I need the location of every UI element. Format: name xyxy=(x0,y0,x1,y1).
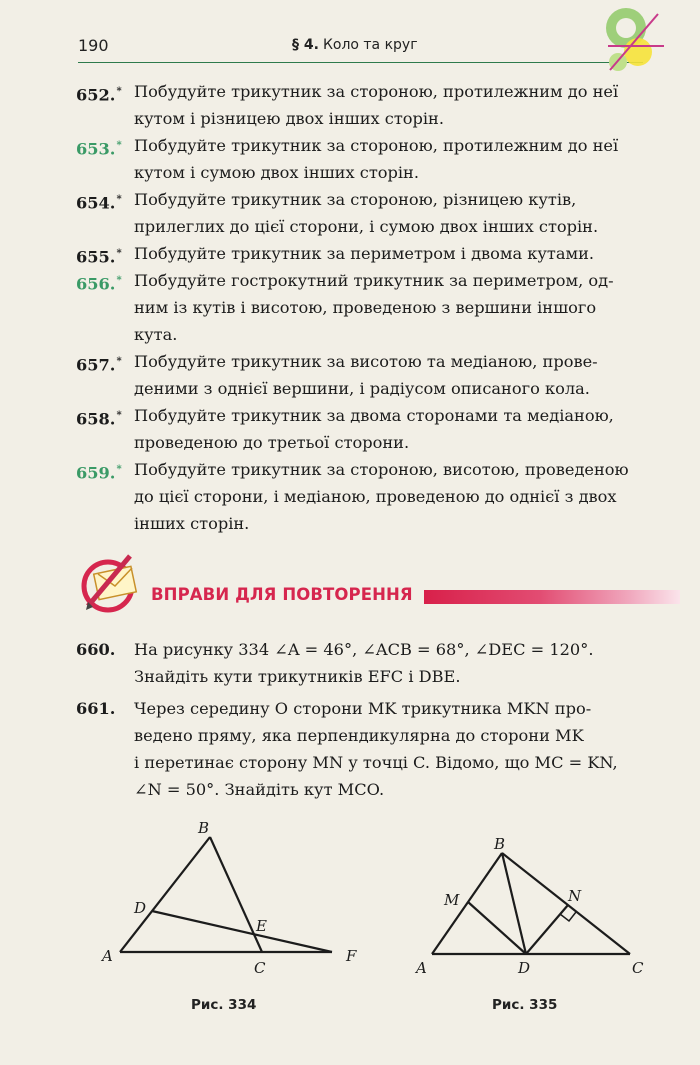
problem-text-line: кутом і різницею двох інших сторін. xyxy=(134,109,444,128)
problem-text-line: Побудуйте трикутник за стороною, протилежним до неї xyxy=(134,136,619,155)
problem-text-line: Побудуйте трикутник за стороною, висотою, проведеною xyxy=(134,460,629,479)
exercise-text-line: ∠N = 50°. Знайдіть кут MCO. xyxy=(134,780,385,799)
problem-text-line: до цієї сторони, і медіаною, проведеною до однієї з двох xyxy=(134,487,617,506)
exercise-text-line: Знайдіть кути трикутників EFC і DBE. xyxy=(134,667,461,686)
problem-number: 653.* xyxy=(76,139,122,159)
segment-BC xyxy=(502,853,630,954)
page-number: 190 xyxy=(78,36,109,55)
review-exercises-banner xyxy=(76,548,680,618)
problem-659 xyxy=(76,456,680,537)
point-label-N: N xyxy=(568,887,582,905)
point-label-M: M xyxy=(444,891,460,909)
problem-text-line: Побудуйте трикутник за периметром і двома кутами. xyxy=(134,244,595,263)
segment-MD xyxy=(468,902,526,954)
problem-text-line: деними з однієї вершини, і радіусом описаного кола. xyxy=(134,379,590,398)
problem-652 xyxy=(76,78,680,132)
exercise-text-line: ведено пряму, яка перпендикулярна до сторони MK xyxy=(134,726,584,745)
point-label-C: C xyxy=(254,959,266,977)
problem-number: 658.* xyxy=(76,409,122,429)
banner-gradient-bar xyxy=(424,590,680,604)
problem-text-line: проведеною до третьої сторони. xyxy=(134,433,410,452)
section-banner-title: ВПРАВИ ДЛЯ ПОВТОРЕННЯ xyxy=(151,585,413,604)
problem-number: 654.* xyxy=(76,193,122,213)
pencil-envelope-icon xyxy=(78,548,146,616)
exercise-number: 660. xyxy=(76,640,116,659)
segment-AB xyxy=(432,853,502,954)
segment-DF xyxy=(152,911,332,952)
problem-655 xyxy=(76,240,680,267)
problem-text-line: Побудуйте трикутник за двома сторонами та медіаною, xyxy=(134,406,614,425)
page-header xyxy=(78,34,678,62)
section-number: § 4. xyxy=(292,37,319,53)
point-label-E: E xyxy=(256,917,267,935)
point-label-C: C xyxy=(632,959,644,977)
section-title: Коло та круг xyxy=(322,37,418,53)
point-label-D: D xyxy=(518,959,531,977)
exercise-text-line: і перетинає сторону MN у точці C. Відомо, що MC = KN, xyxy=(134,753,618,772)
problem-653 xyxy=(76,132,680,186)
exercise-660 xyxy=(76,636,680,690)
header-divider xyxy=(78,62,643,63)
problem-657 xyxy=(76,348,680,402)
exercise-number: 661. xyxy=(76,699,116,718)
problem-text-line: Побудуйте трикутник за висотою та медіаною, прове- xyxy=(134,352,598,371)
point-label-B: B xyxy=(198,819,210,837)
problem-text-line: кутом і сумою двох інших сторін. xyxy=(134,163,419,182)
problem-656 xyxy=(76,267,680,348)
problem-number: 656.* xyxy=(76,274,122,294)
geometry-logo-icon xyxy=(598,6,670,74)
problem-658 xyxy=(76,402,680,456)
exercise-661 xyxy=(76,695,680,803)
segment-DN xyxy=(526,905,568,954)
figure-335-caption: Рис. 335 xyxy=(492,997,558,1013)
problem-text-line: інших сторін. xyxy=(134,514,250,533)
problem-text-line: Побудуйте гострокутний трикутник за периметром, од- xyxy=(134,271,614,290)
point-label-D: D xyxy=(134,899,147,917)
exercise-text-line: Через середину O сторони MK трикутника MKN про- xyxy=(134,699,592,718)
problem-text-line: Побудуйте трикутник за стороною, протилежним до неї xyxy=(134,82,619,101)
exercise-list xyxy=(76,636,680,803)
problem-text-line: ним із кутів і висотою, проведеною з вершини іншого xyxy=(134,298,597,317)
figure-334-caption: Рис. 334 xyxy=(191,997,257,1013)
point-label-A: A xyxy=(416,959,427,977)
segment-AB xyxy=(120,837,210,952)
right-angle-mark xyxy=(560,912,576,921)
problem-text-line: Побудуйте трикутник за стороною, різницею кутів, xyxy=(134,190,577,209)
point-label-A: A xyxy=(102,947,113,965)
problem-number: 657.* xyxy=(76,355,122,375)
point-label-F: F xyxy=(346,947,357,965)
problem-number: 652.* xyxy=(76,85,122,105)
point-label-B: B xyxy=(494,835,506,853)
problem-number: 659.* xyxy=(76,463,122,483)
problem-text-line: прилеглих до цієї сторони, і сумою двох інших сторін. xyxy=(134,217,599,236)
figure-335 xyxy=(410,835,660,985)
problem-list xyxy=(76,78,680,537)
figure-334 xyxy=(96,815,376,985)
problem-654 xyxy=(76,186,680,240)
problem-number: 655.* xyxy=(76,247,122,267)
section-heading xyxy=(292,37,418,53)
exercise-text-line: На рисунку 334 ∠A = 46°, ∠ACB = 68°, ∠DEC = 120°. xyxy=(134,640,594,659)
problem-text-line: кута. xyxy=(134,325,178,344)
